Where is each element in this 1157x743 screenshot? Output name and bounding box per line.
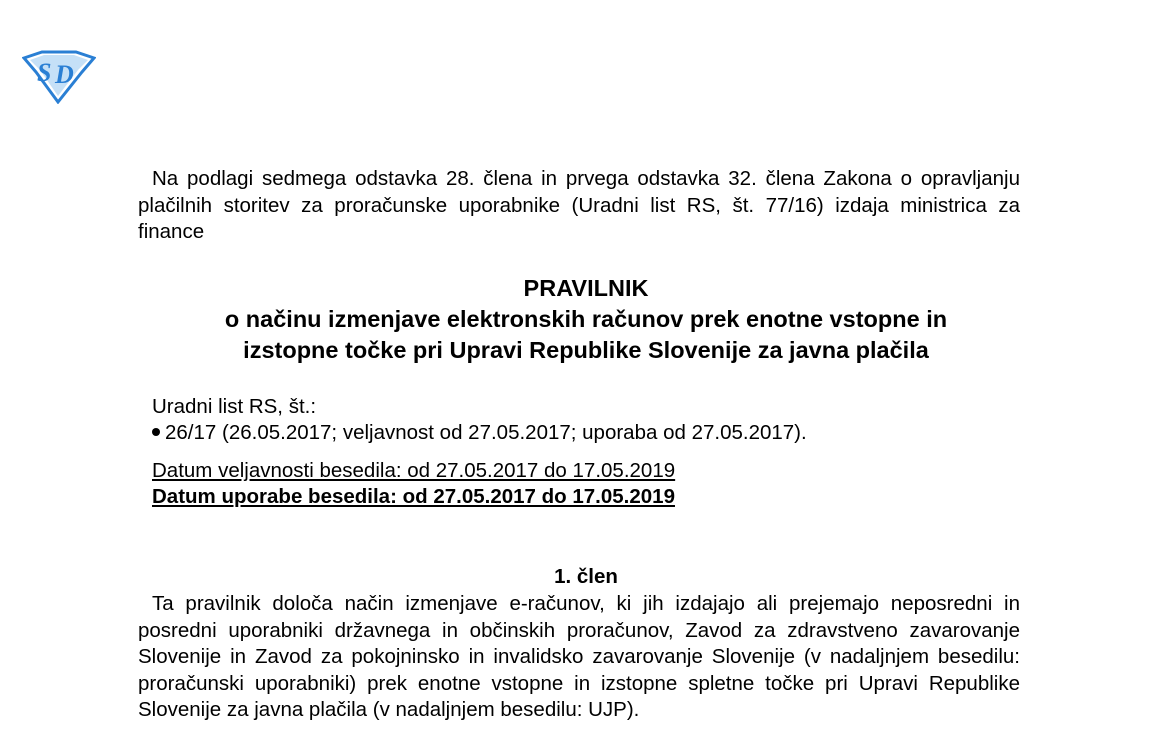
article-1-text: Ta pravilnik določa način izmenjave e-računov, ki jih izdajajo ali prejemajo neposredni in posredni uporabniki državnega in občinskih proračunov, Zavod za zdravstveno zavarovanje Slovenije in Zavod za pokojninsko in invalidsko zavarovanje Slovenije (v nadaljnjem besedilu: proračunski uporabniki) prek enotne vstopne in izstopne spletne točke pri Upravi Republike Slovenije za javna plačila (v nadaljnjem besedilu: UJP).	[138, 592, 1020, 721]
title-line-1: o načinu izmenjave elektronskih računov prek enotne vstopne in	[224, 306, 948, 332]
shield-logo-icon	[22, 50, 96, 104]
gazette-item	[152, 420, 807, 446]
validity-date: Datum veljavnosti besedila: od 27.05.2017 do 17.05.2019	[152, 459, 676, 482]
article-1-heading: 1. člen	[554, 565, 618, 588]
title-line-2: izstopne točke pri Upravi Republike Slovenije za javna plačila	[243, 337, 929, 363]
svg-text:D: D	[55, 60, 74, 89]
title-heading: PRAVILNIK	[523, 275, 649, 301]
bullet-icon	[152, 428, 160, 436]
svg-text:S: S	[37, 58, 52, 87]
document-title	[138, 273, 1034, 366]
intro-paragraph: Na podlagi sedmega odstavka 28. člena in prvega odstavka 32. člena Zakona o opravljanju plačilnih storitev za proračunske uporabnike (Uradni list RS, št. 77/16) izdaja ministrica za finance	[138, 167, 1020, 243]
gazette-label: Uradni list RS, št.:	[152, 395, 317, 418]
gazette-item-text: 26/17 (26.05.2017; veljavnost od 27.05.2017; uporaba od 27.05.2017).	[165, 421, 807, 444]
use-date: Datum uporabe besedila: od 27.05.2017 do 17.05.2019	[152, 485, 675, 508]
